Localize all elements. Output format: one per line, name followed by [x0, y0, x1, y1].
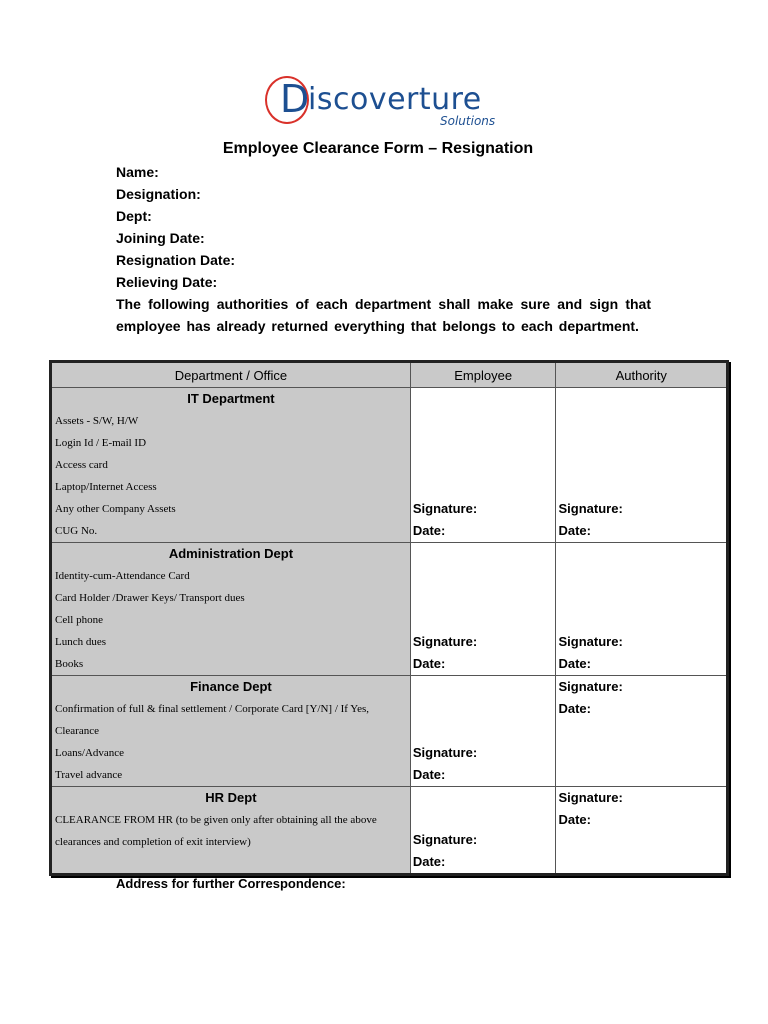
signature-label: Signature:: [412, 832, 478, 847]
signature-label: Signature:: [558, 679, 623, 694]
logo-name: iscoverture: [308, 82, 482, 117]
table-header-row: [51, 362, 728, 388]
authority-sign-cell[interactable]: [556, 787, 728, 875]
dept-cell-finance: [51, 676, 411, 787]
list-item: Any other Company Assets: [55, 503, 176, 515]
header-employee: Employee: [410, 362, 556, 388]
field-name: Name:: [116, 164, 159, 180]
company-logo: [263, 74, 513, 132]
field-resignation-date: Resignation Date:: [116, 252, 236, 268]
date-label: Date:: [558, 701, 591, 716]
date-label: Date:: [412, 854, 446, 869]
signature-label: Signature:: [412, 501, 478, 516]
date-label: Date:: [412, 656, 446, 671]
employee-sign-cell[interactable]: [410, 787, 556, 875]
list-item: Confirmation of full & final settlement / Corporate Card [Y/N] / If Yes, Clearance: [55, 703, 370, 737]
list-item: Lunch dues: [55, 636, 107, 648]
signature-label: Signature:: [558, 501, 623, 516]
dept-cell-it: [51, 388, 411, 543]
list-item: CUG No.: [55, 525, 98, 537]
logo-subtitle: Solutions: [440, 114, 496, 128]
dept-cell-admin: [51, 543, 411, 676]
list-item: Card Holder /Drawer Keys/ Transport dues: [55, 592, 245, 604]
list-item: Assets - S/W, H/W: [55, 415, 139, 427]
date-label: Date:: [558, 523, 591, 538]
dept-title: Administration Dept: [168, 546, 294, 561]
list-item: CLEARANCE FROM HR (to be given only after obtaining all the above clearances and completion of exit interview): [55, 814, 377, 848]
header-authority: Authority: [556, 362, 728, 388]
table-row: [51, 787, 728, 875]
field-relieving-date: Relieving Date:: [116, 274, 218, 290]
authority-sign-cell[interactable]: [556, 676, 728, 787]
dept-title: HR Dept: [205, 790, 257, 805]
signature-label: Signature:: [412, 745, 478, 760]
list-item: Identity-cum-Attendance Card: [55, 570, 190, 582]
field-designation: Designation:: [116, 186, 201, 202]
instruction-note: The following authorities of each department shall make sure and sign that employee has already returned everything that belongs to each department.: [116, 296, 651, 334]
signature-label: Signature:: [558, 790, 623, 805]
field-joining-date: Joining Date:: [116, 230, 205, 246]
employee-sign-cell[interactable]: [410, 388, 556, 543]
clearance-table: [49, 360, 729, 876]
employee-fields: [116, 161, 656, 337]
field-dept: Dept:: [116, 208, 152, 224]
signature-label: Signature:: [412, 634, 478, 649]
list-item: Cell phone: [55, 614, 103, 626]
list-item: Books: [55, 658, 84, 670]
address-label: Address for further Correspondence:: [116, 876, 346, 891]
date-label: Date:: [558, 812, 591, 827]
dept-cell-hr: [51, 787, 411, 875]
list-item: Travel advance: [55, 769, 123, 781]
table-row: [51, 543, 728, 676]
dept-title: IT Department: [187, 391, 275, 406]
table-row: [51, 388, 728, 543]
logo-initial: D: [280, 77, 310, 121]
list-item: Loans/Advance: [55, 747, 125, 759]
date-label: Date:: [412, 523, 446, 538]
authority-sign-cell[interactable]: [556, 543, 728, 676]
employee-sign-cell[interactable]: [410, 676, 556, 787]
list-item: Laptop/Internet Access: [55, 481, 157, 493]
dept-title: Finance Dept: [190, 679, 272, 694]
authority-sign-cell[interactable]: [556, 388, 728, 543]
date-label: Date:: [558, 656, 591, 671]
list-item: Login Id / E-mail ID: [55, 437, 147, 449]
date-label: Date:: [412, 767, 446, 782]
employee-sign-cell[interactable]: [410, 543, 556, 676]
form-title: Employee Clearance Form – Resignation: [222, 140, 534, 157]
signature-label: Signature:: [558, 634, 623, 649]
header-department: Department / Office: [51, 362, 411, 388]
table-row: [51, 676, 728, 787]
list-item: Access card: [55, 459, 108, 471]
